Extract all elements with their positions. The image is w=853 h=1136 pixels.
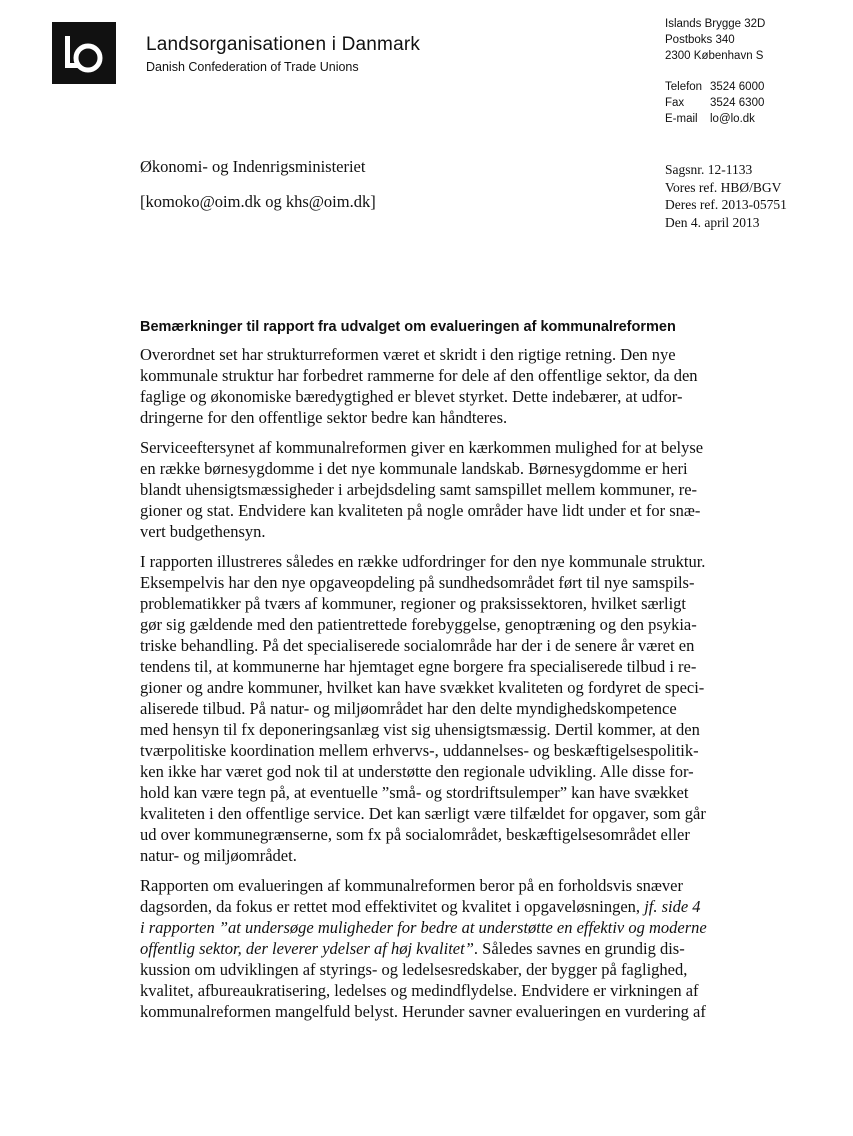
- text-line: Overordnet set har strukturreformen været et skridt i den rigtige retning. Den nye: [140, 345, 676, 364]
- italic-segment: jf. side 4: [640, 897, 701, 916]
- org-subtitle: Danish Confederation of Trade Unions: [146, 60, 359, 74]
- text-line: gør sig gældende med den patientrettede forebyggelse, genoptræning og den psykia-: [140, 615, 697, 634]
- recipient-name: Økonomi- og Indenrigsministeriet: [140, 157, 366, 176]
- fax-row: [665, 95, 765, 111]
- text-line: ken ikke har været god nok til at understøtte den regionale udvikling. Alle disse for-: [140, 762, 694, 781]
- text-line: vert budgethensyn.: [140, 522, 266, 541]
- paragraph-2: [140, 437, 730, 542]
- fax-label: Fax: [665, 97, 685, 109]
- text-line: Rapporten om evalueringen af kommunalreformen beror på en forholdsvis snæver: [140, 876, 683, 895]
- email-value: lo@lo.dk: [710, 113, 755, 125]
- address-city: 2300 København S: [665, 50, 764, 62]
- letter-date: Den 4. april 2013: [665, 214, 760, 230]
- phone-value: 3524 6000: [710, 81, 765, 93]
- text-line: ud over kommunegrænserne, som fx på socialområdet, beskæftigelsesområdet eller: [140, 825, 690, 844]
- text-line: faglige og økonomiske bæredygtighed er blevet styrket. Dette indebærer, at udfor-: [140, 387, 683, 406]
- text-line: problematikker på tværs af kommuner, regioner og praksissektoren, hvilket særligt: [140, 594, 687, 613]
- text-line: gioner og stat. Endvidere kan kvaliteten på nogle områder have lidt under et for snæ-: [140, 501, 701, 520]
- fax-value: 3524 6300: [710, 97, 765, 109]
- paragraph-3: [140, 551, 730, 866]
- reference-block: [665, 161, 787, 231]
- email-label: E-mail: [665, 113, 698, 125]
- text-line: [140, 938, 730, 959]
- letter-subject: Bemærkninger til rapport fra udvalget om evalueringen af kommunalreformen: [140, 319, 676, 335]
- lo-logo-mark-icon: [52, 22, 116, 84]
- address-postbox: Postboks 340: [665, 34, 735, 46]
- address-street: Islands Brygge 32D: [665, 18, 766, 30]
- text-line: tendens til, at kommunerne har hjemtaget egne borgere fra specialiserede tilbud i re-: [140, 657, 697, 676]
- recipient-emails: [komoko@oim.dk og khs@oim.dk]: [140, 192, 376, 211]
- paragraph-1: [140, 344, 730, 428]
- sender-address: [665, 16, 765, 127]
- our-reference: Vores ref. HBØ/BGV: [665, 179, 782, 195]
- phone-label: Telefon: [665, 81, 703, 93]
- text-line: kommunale struktur har forbedret rammerne for dele af den offentlige sektor, da den: [140, 366, 698, 385]
- lo-logo: [52, 22, 116, 84]
- paragraph-4: [140, 875, 730, 1022]
- text-line: I rapporten illustreres således en række udfordringer for den nye kommunale struktur.: [140, 552, 706, 571]
- recipient-block: [140, 157, 376, 212]
- text-segment: dagsorden, da fokus er rettet mod effektivitet og kvalitet i opgaveløsningen,: [140, 897, 641, 916]
- text-line: kommunalreformen mangelfuld belyst. Herunder savner evalueringen en vurdering af: [140, 1002, 706, 1021]
- email-row: [665, 111, 765, 127]
- text-line: triske behandling. På det specialiserede socialområde har der i de senere år været en: [140, 636, 695, 655]
- text-line: med hensyn til fx deponeringsanlæg vist sig uhensigtsmæssig. Dertil kommer, at den: [140, 720, 700, 739]
- text-line: natur- og miljøområdet.: [140, 846, 297, 865]
- case-number: Sagsnr. 12-1133: [665, 162, 753, 177]
- org-name: Landsorganisationen i Danmark: [146, 34, 421, 55]
- text-line: kussion om udviklingen af styrings- og ledelsesredskaber, der bygger på faglighed,: [140, 960, 688, 979]
- text-line: [140, 896, 730, 917]
- text-line: en række børnesygdomme i det nye kommunale landskab. Børnesygdomme er heri: [140, 459, 688, 478]
- text-line: aliserede tilbud. På natur- og miljøområdet har den delte myndighedskompetence: [140, 699, 677, 718]
- text-line: blandt uhensigtsmæssigheder i arbejdsdeling samt samspillet mellem kommuner, re-: [140, 480, 698, 499]
- text-line: kvalitet, afbureaukratisering, ledelses og medindflydelse. Endvidere er virkningen af: [140, 981, 699, 1000]
- text-line: tværpolitiske koordination mellem erhvervs-, uddannelses- og beskæftigelsespolitik-: [140, 741, 699, 760]
- text-segment: . Således savnes en grundig dis-: [473, 939, 685, 958]
- text-line: Serviceeftersynet af kommunalreformen giver en kærkommen mulighed for at belyse: [140, 438, 704, 457]
- text-line: hold kan være tegn på, at eventuelle ”små- og stordriftsulemper” kan have svækket: [140, 783, 689, 802]
- text-line: kvaliteten i den offentlige service. Det kan særligt være tilfældet for opgaver, som går: [140, 804, 706, 823]
- text-line: gioner og andre kommuner, hvilket kan have svækket kvaliteten og fordyret de speci-: [140, 678, 705, 697]
- phone-row: [665, 79, 765, 95]
- text-line: [140, 917, 730, 938]
- italic-segment: offentlig sektor, der leverer ydelser af høj kvalitet”: [140, 939, 474, 958]
- letter-body: [140, 344, 730, 1031]
- your-reference: Deres ref. 2013-05751: [665, 197, 787, 212]
- text-line: Eksempelvis har den nye opgaveopdeling på sundhedsområdet ført til nye samspils-: [140, 573, 695, 592]
- italic-segment: i rapporten ”at undersøge muligheder for bedre at understøtte en effektiv og moderne: [140, 918, 707, 937]
- text-line: dringerne for den offentlige sektor bedre kan håndteres.: [140, 408, 508, 427]
